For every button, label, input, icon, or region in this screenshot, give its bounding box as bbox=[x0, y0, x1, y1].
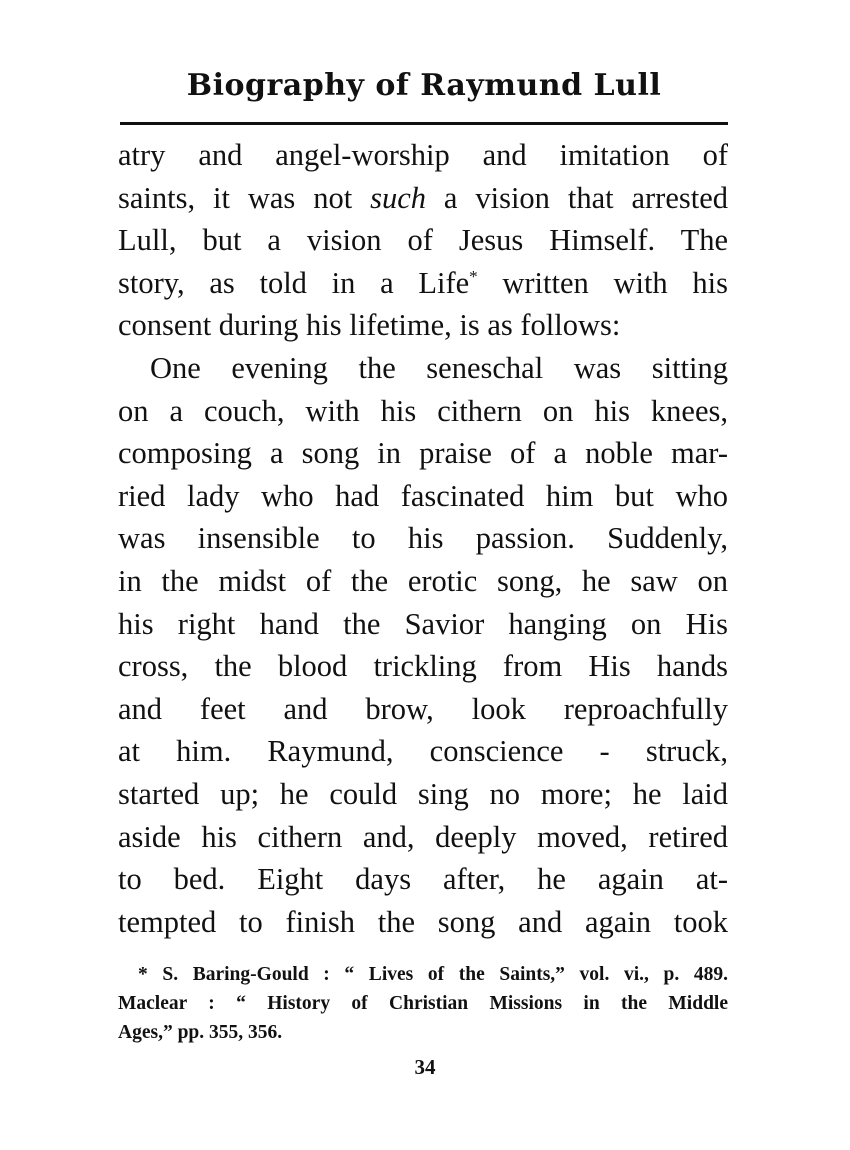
text-line: aside his cithern and, deeply moved, retired bbox=[118, 819, 728, 854]
text-line: Lull, but a vision of Jesus Himself. The bbox=[118, 223, 728, 258]
text-line: ried lady who had fascinated him but who bbox=[118, 478, 728, 513]
text-line: composing a song in praise of a noble mar- bbox=[118, 436, 728, 471]
text-line: tempted to finish the song and again took bbox=[118, 904, 728, 939]
text-line: and feet and brow, look reproachfully bbox=[118, 691, 728, 726]
text-line: in the midst of the erotic song, he saw on bbox=[118, 563, 728, 598]
paragraph-continued bbox=[118, 134, 728, 347]
text-line: consent during his lifetime, is as follows: bbox=[118, 308, 621, 343]
footnote-marker: * bbox=[469, 266, 478, 286]
footnote-line: Maclear : “ History of Christian Missions in the Middle bbox=[118, 993, 728, 1014]
text-line: story, as told in a Life* written with his bbox=[118, 265, 728, 300]
footnote-line: Ages,” pp. 355, 356. bbox=[118, 1022, 283, 1043]
footnote bbox=[118, 960, 728, 1047]
footnote-line: * S. Baring-Gould : “ Lives of the Saints,” vol. vi., p. 489. bbox=[138, 964, 728, 985]
text-line: to bed. Eight days after, he again at- bbox=[118, 862, 728, 897]
emphasis-such: such bbox=[370, 180, 427, 215]
text-line: One evening the seneschal was sitting bbox=[150, 350, 728, 385]
text-line: on a couch, with his cithern on his knees, bbox=[118, 393, 728, 428]
running-head: Biography of Raymund Lull bbox=[186, 68, 662, 103]
header-rule bbox=[120, 122, 728, 125]
text-line: atry and angel-worship and imitation of bbox=[118, 138, 728, 172]
paragraph-vision bbox=[118, 347, 728, 943]
text-line: saints, it was not such a vision that arrested bbox=[118, 180, 728, 215]
text-line: his right hand the Savior hanging on His bbox=[118, 606, 728, 641]
body-text bbox=[118, 134, 728, 943]
page-number: 34 bbox=[414, 1055, 436, 1079]
text-line: was insensible to his passion. Suddenly, bbox=[118, 521, 728, 556]
text-line: cross, the blood trickling from His hands bbox=[118, 649, 728, 684]
text-line: at him. Raymund, conscience - struck, bbox=[118, 734, 728, 769]
text-line: started up; he could sing no more; he laid bbox=[118, 776, 728, 811]
